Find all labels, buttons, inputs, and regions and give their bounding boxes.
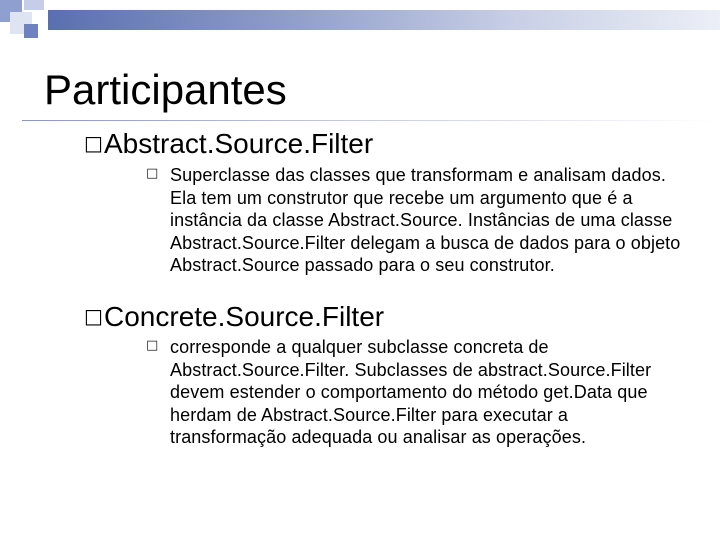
sub-bullet-concrete	[146, 336, 686, 449]
bullet-concrete-source-filter	[84, 300, 384, 333]
slide-title: Participantes	[44, 66, 287, 113]
checkbox-bullet-icon: □	[84, 304, 103, 328]
sub-bullet-abstract	[146, 164, 686, 277]
decor-square-2	[24, 0, 44, 10]
checkbox-sub-bullet-icon: □	[146, 338, 159, 353]
title-divider	[22, 120, 720, 121]
sub-bullet-text: Superclasse das classes que transformam e analisam dados. Ela tem um construtor que recebe um argumento que é a instância da classe Abstract.Source. Instâncias de uma classe Abstract.Source.Filter delegam a busca de dados para o objeto Abstract.Source passado para o seu construtor.	[170, 165, 681, 275]
sub-bullet-text: corresponde a qualquer subclasse concreta de Abstract.Source.Filter. Subclasses de abstract.Source.Filter devem estender o comportamento do método get.Data que herdam de Abstract.Source.Filter para executar a transformação adequada ou analisar as operações.	[170, 337, 652, 447]
decor-square-4	[24, 24, 38, 38]
bullet-heading: Abstract.Source.Filter	[104, 128, 374, 159]
header-gradient-bar	[48, 10, 720, 30]
checkbox-sub-bullet-icon: □	[146, 166, 159, 181]
bullet-abstract-source-filter	[84, 127, 373, 160]
checkbox-bullet-icon: □	[84, 131, 103, 155]
bullet-heading: Concrete.Source.Filter	[104, 301, 385, 332]
